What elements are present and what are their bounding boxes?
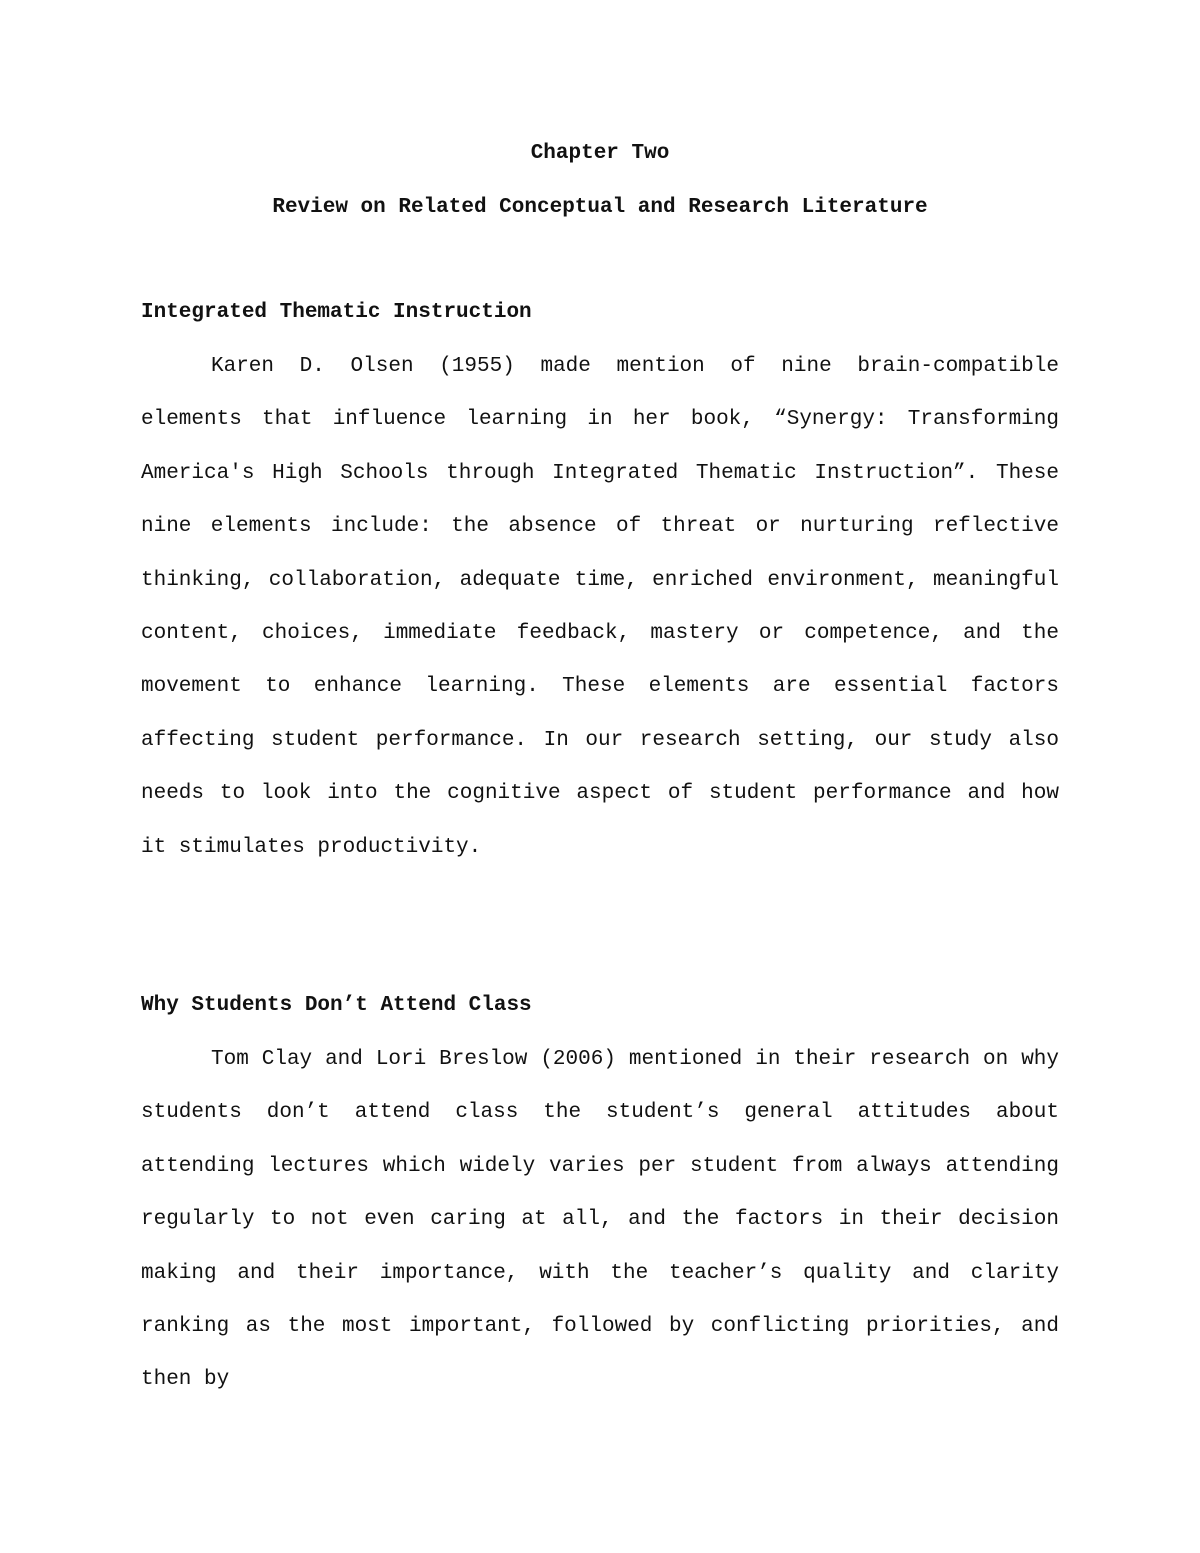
chapter-title: Chapter Two — [530, 142, 670, 165]
section-paragraph-why-students-dont-attend-class: Tom Clay and Lori Breslow (2006) mentioned in their research on why students don’t attend class the student’s general attitudes about attending lectures which widely varies per student from always attending regularly to not even caring at all, and the factors in their decision making and their importance, with the teacher’s quality and clarity ranking as the most important, followed by conflicting priorities, and then by — [141, 1048, 1059, 1392]
section-paragraph-integrated-thematic-instruction: Karen D. Olsen (1955) made mention of nine brain-compatible elements that influence learning in her book, “Synergy: Transforming America's High Schools through Integrated Thematic Instruction”. These nine elements include: the absence of threat or nurturing reflective thinking, collaboration, adequate time, enriched environment, meaningful content, choices, immediate feedback, mastery or competence, and the movement to enhance learning. These elements are essential factors affecting student performance. In our research setting, our study also needs to look into the cognitive aspect of student performance and how it stimulates productivity. — [141, 355, 1059, 859]
chapter-subtitle: Review on Related Conceptual and Research Literature — [272, 196, 928, 219]
section-heading-integrated-thematic-instruction: Integrated Thematic Instruction — [141, 301, 532, 324]
section-heading-why-students-dont-attend-class: Why Students Don’t Attend Class — [141, 994, 532, 1017]
